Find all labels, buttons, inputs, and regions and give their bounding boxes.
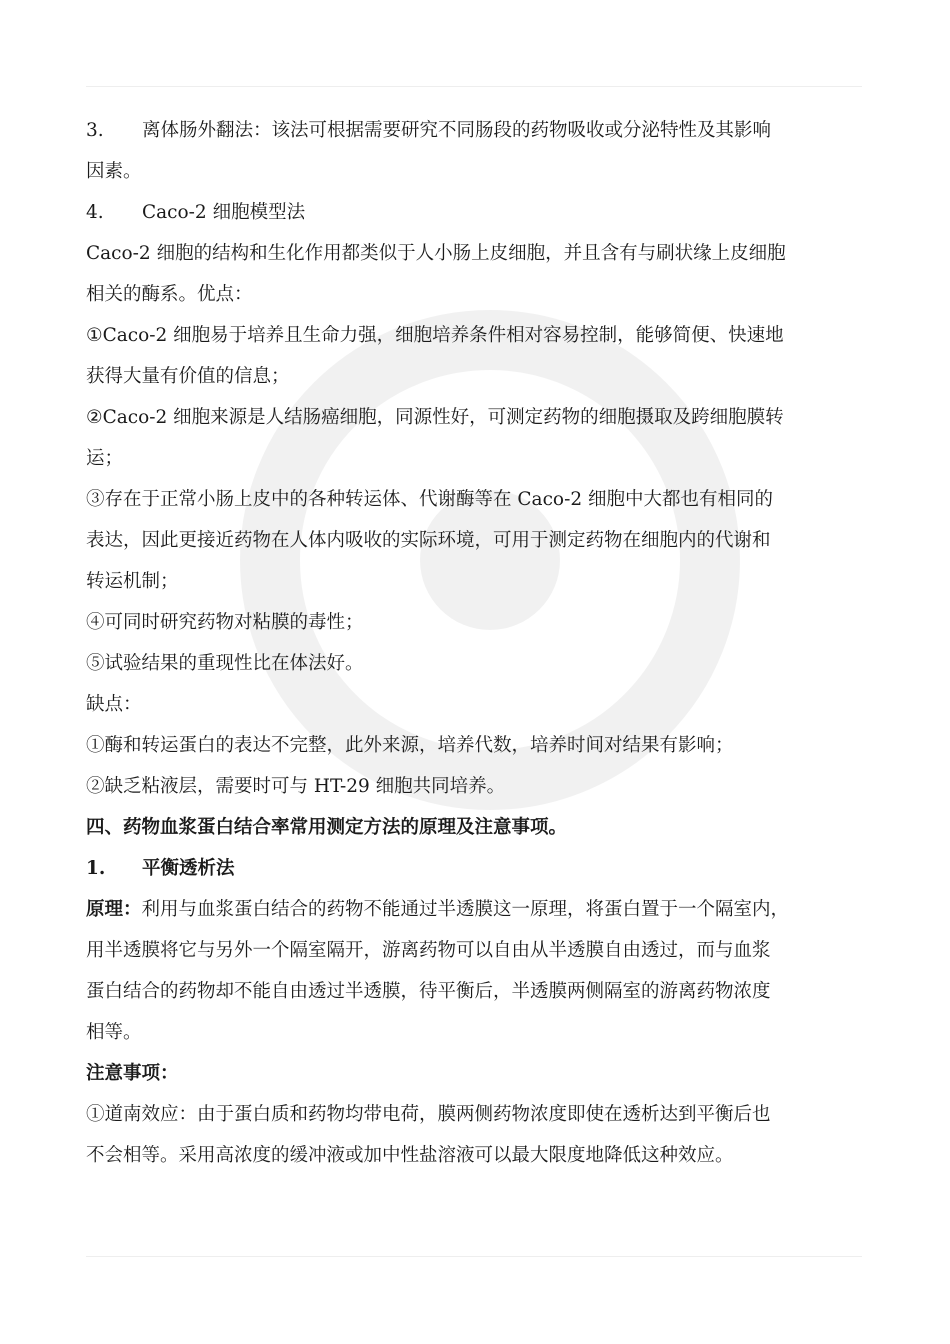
paragraph-line: 原理：利用与血浆蛋白结合的药物不能通过半透膜这一原理，将蛋白置于一个隔室内， <box>86 899 790 920</box>
paragraph-line: ①Caco-2 细胞易于培养且生命力强，细胞培养条件相对容易控制，能够简便、快速地 <box>86 325 784 346</box>
section-heading: 四、药物血浆蛋白结合率常用测定方法的原理及注意事项。 <box>86 817 568 838</box>
paragraph-line: ③存在于正常小肠上皮中的各种转运体、代谢酶等在 Caco-2 细胞中大都也有相同的 <box>86 489 773 510</box>
paragraph-line: 蛋白结合的药物却不能自由透过半透膜，待平衡后，半透膜两侧隔室的游离药物浓度 <box>86 981 771 1002</box>
paragraph-line: 获得大量有价值的信息； <box>86 366 290 387</box>
paragraph-line: 缺点： <box>86 694 142 715</box>
paragraph-line: 转运机制； <box>86 571 179 592</box>
notes-heading: 注意事项： <box>86 1063 179 1084</box>
paragraph-line: ⑤试验结果的重现性比在体法好。 <box>86 653 364 674</box>
paragraph-line: ①道南效应：由于蛋白质和药物均带电荷，膜两侧药物浓度即使在透析达到平衡后也 <box>86 1104 771 1125</box>
paragraph-line: 相关的酶系。优点： <box>86 284 253 305</box>
subsection-heading: 1. 平衡透析法 <box>86 858 235 879</box>
footer-rule <box>86 1256 862 1257</box>
paragraph-line: 因素。 <box>86 161 142 182</box>
list-item-4: 4. Caco-2 细胞模型法 <box>86 202 306 223</box>
paragraph-line: ①酶和转运蛋白的表达不完整，此外来源，培养代数，培养时间对结果有影响； <box>86 735 734 756</box>
document-body <box>86 110 866 1176</box>
paragraph-line: ④可同时研究药物对粘膜的毒性； <box>86 612 364 633</box>
paragraph-line: 用半透膜将它与另外一个隔室隔开，游离药物可以自由从半透膜自由透过，而与血浆 <box>86 940 771 961</box>
paragraph-line: ②Caco-2 细胞来源是人结肠癌细胞，同源性好，可测定药物的细胞摄取及跨细胞膜转 <box>86 407 784 428</box>
paragraph-line: ②缺乏粘液层，需要时可与 HT-29 细胞共同培养。 <box>86 776 506 797</box>
paragraph-line: Caco-2 细胞的结构和生化作用都类似于人小肠上皮细胞，并且含有与刷状缘上皮细胞 <box>86 243 786 264</box>
paragraph-line: 相等。 <box>86 1022 142 1043</box>
list-item-3: 3. 离体肠外翻法：该法可根据需要研究不同肠段的药物吸收或分泌特性及其影响 <box>86 120 772 141</box>
paragraph-line: 不会相等。采用高浓度的缓冲液或加中性盐溶液可以最大限度地降低这种效应。 <box>86 1145 734 1166</box>
paragraph-line: 表达，因此更接近药物在人体内吸收的实际环境，可用于测定药物在细胞内的代谢和 <box>86 530 771 551</box>
paragraph-line: 运； <box>86 448 124 469</box>
header-rule <box>86 86 862 87</box>
